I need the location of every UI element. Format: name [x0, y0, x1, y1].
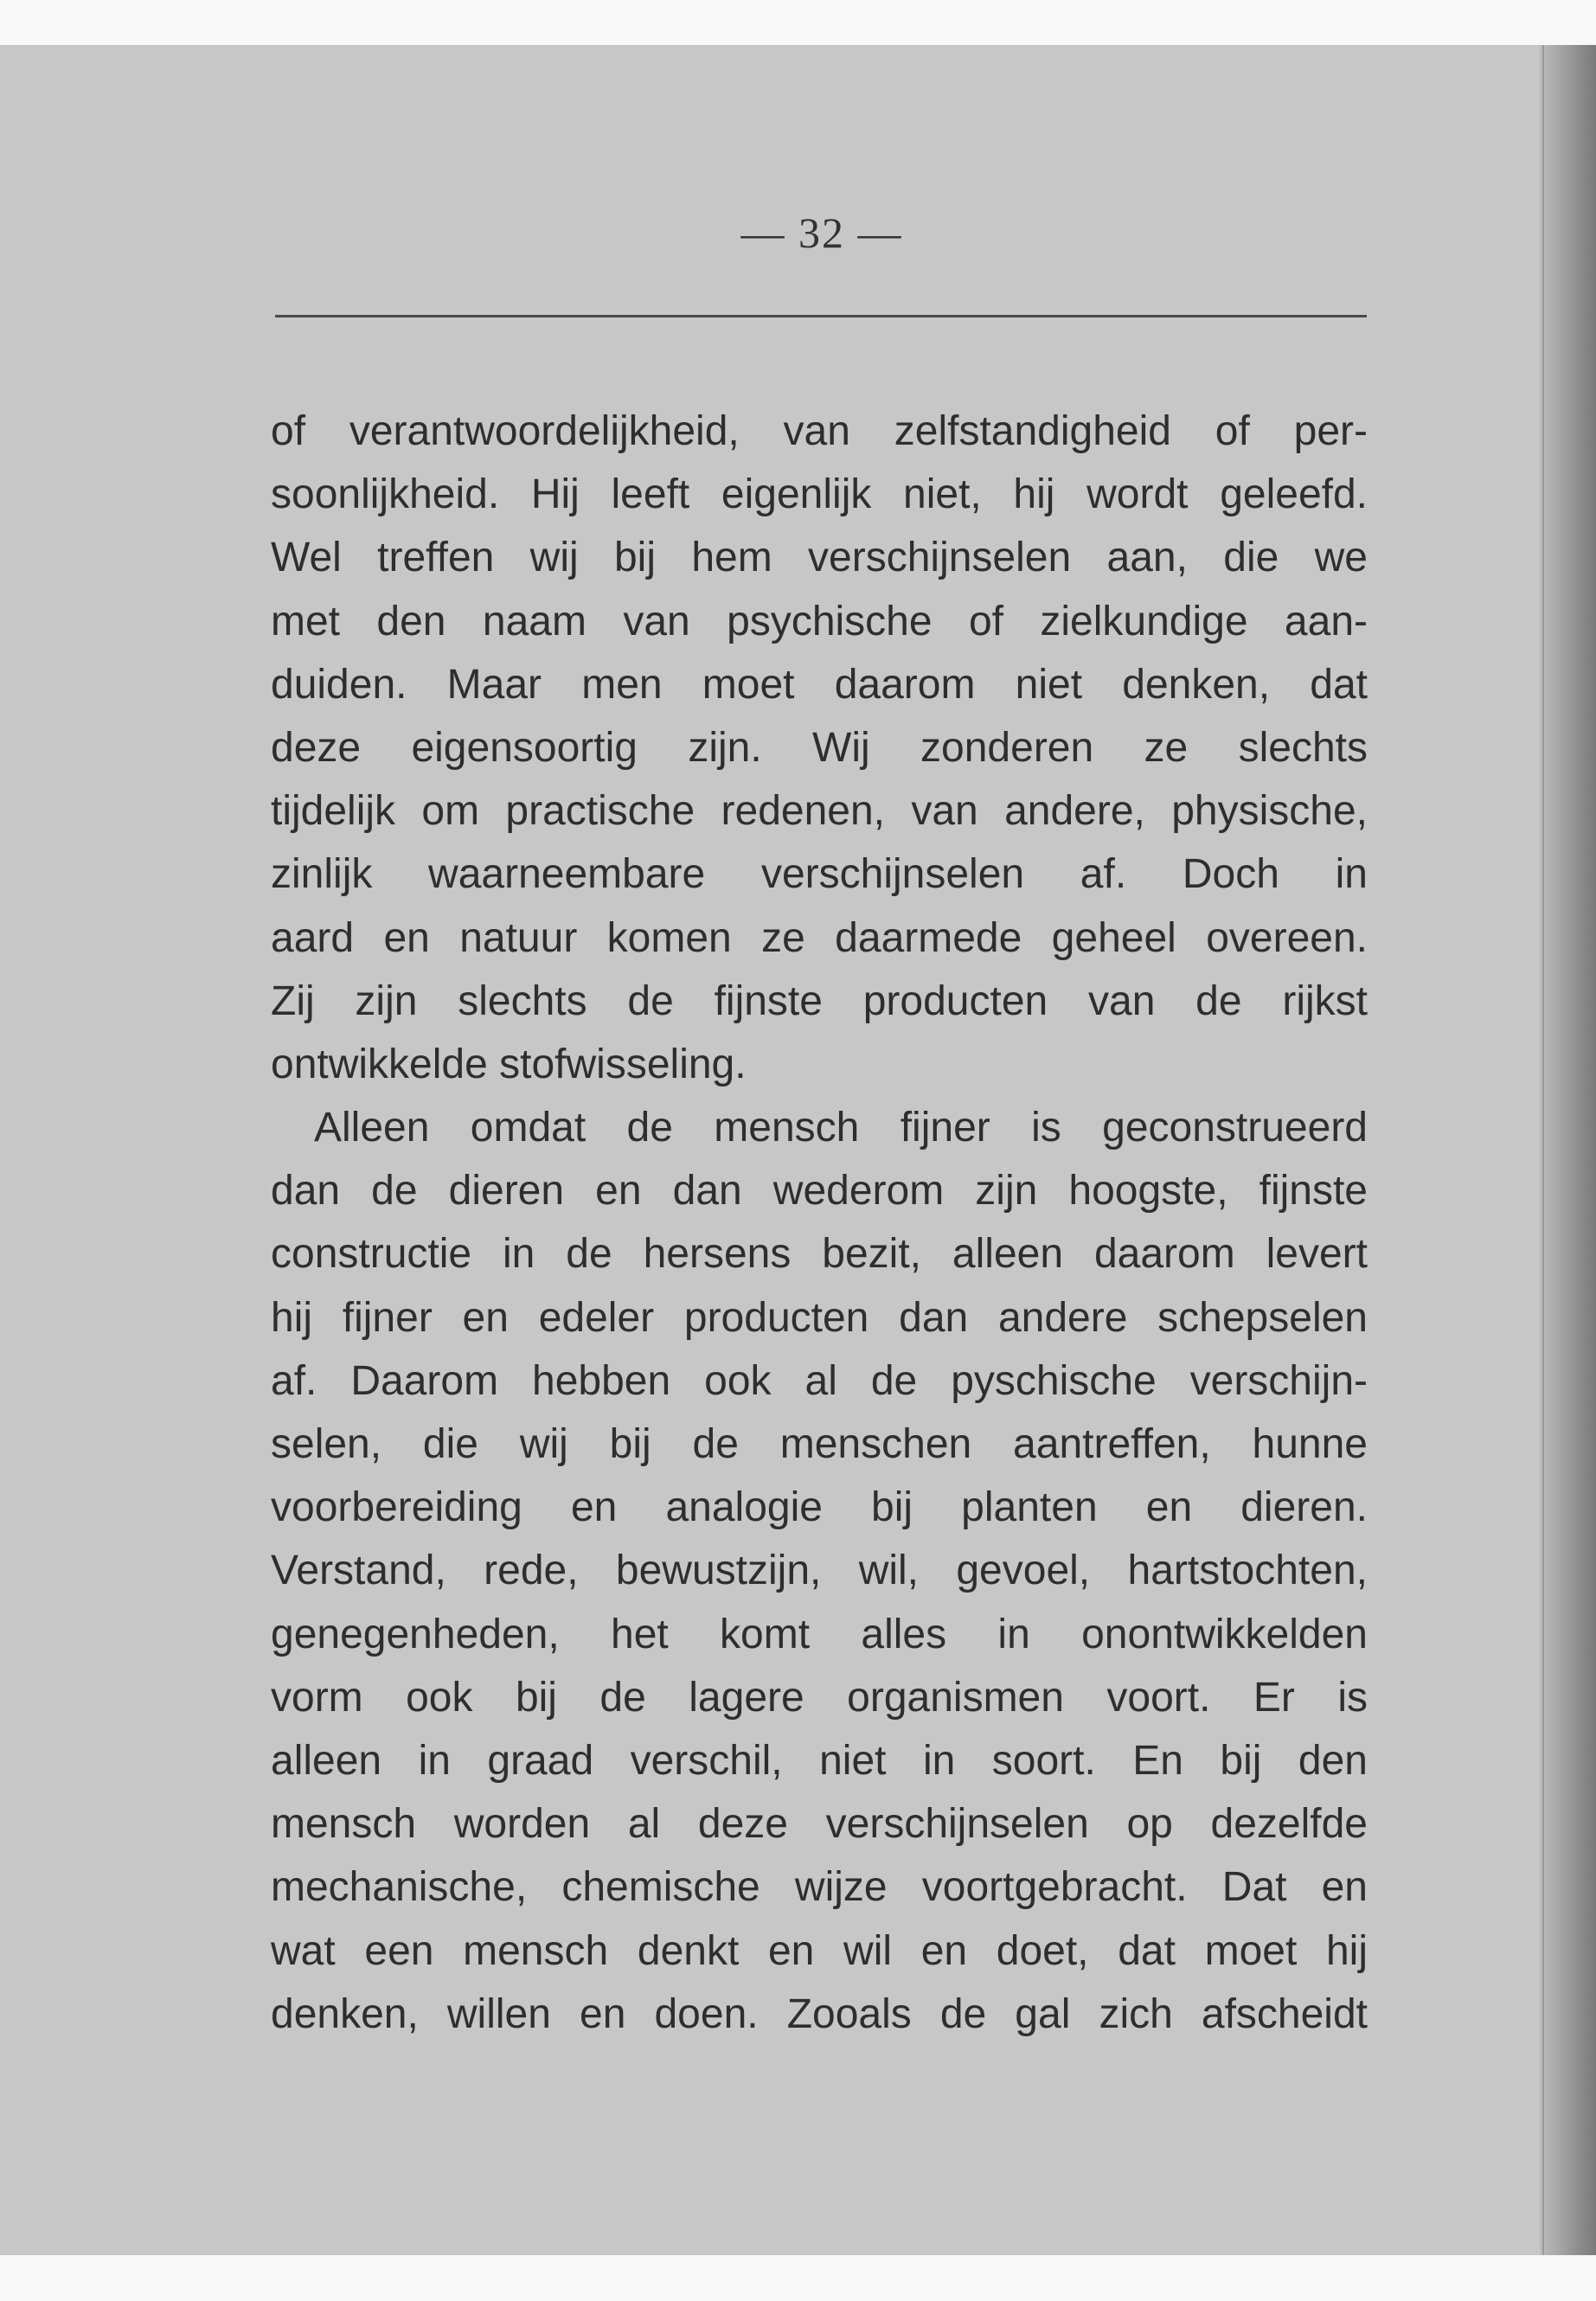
- text-line: aard en natuur komen ze daarmede geheel overeen.: [271, 914, 1368, 961]
- text-line: Verstand, rede, bewustzijn, wil, gevoel, hartstochten,: [271, 1548, 1368, 1594]
- text-line: hij fijner en edeler producten dan andere schepselen: [271, 1294, 1368, 1341]
- text-line: Wel treffen wij bij hem verschijnselen aan, die we: [271, 535, 1368, 581]
- text-line: af. Daarom hebben ook al de pyschische verschijn-: [271, 1357, 1368, 1404]
- text-line: alleen in graad verschil, niet in soort. En bij den: [271, 1737, 1368, 1784]
- book-page: [0, 45, 1557, 2255]
- text-line: Alleen omdat de mensch fijner is geconstrueerd: [314, 1105, 1368, 1151]
- text-line: voorbereiding en analogie bij planten en dieren.: [271, 1484, 1368, 1531]
- page-body: [271, 400, 1368, 2046]
- text-line: constructie in de hersens bezit, alleen daarom levert: [271, 1231, 1368, 1278]
- page-number-header: — 32 —: [740, 208, 903, 257]
- text-line: vorm ook bij de lagere organismen voort. Er is: [271, 1674, 1368, 1721]
- text-line: selen, die wij bij de menschen aantreffen, hunne: [271, 1421, 1368, 1467]
- text-line: ontwikkelde stofwisseling.: [271, 1041, 747, 1087]
- text-line: tijdelijk om practische redenen, van andere, physische,: [271, 788, 1368, 835]
- text-line: of verantwoordelijkheid, van zelfstandigheid of per-: [271, 408, 1368, 454]
- text-line: genegenheden, het komt alles in onontwikkelden: [271, 1611, 1368, 1657]
- text-line: mechanische, chemische wijze voortgebracht. Dat en: [271, 1864, 1368, 1911]
- text-line: mensch worden al deze verschijnselen op dezelfde: [271, 1801, 1368, 1848]
- text-line: denken, willen en doen. Zooals de gal zich afscheidt: [271, 1990, 1368, 2037]
- text-line: soonlijkheid. Hij leeft eigenlijk niet, hij wordt geleefd.: [271, 471, 1368, 518]
- text-line: wat een mensch denkt en wil en doet, dat moet hij: [271, 1927, 1368, 1974]
- scanned-page: [0, 45, 1596, 2255]
- text-line: Zij zijn slechts de fijnste producten van de rijkst: [271, 977, 1368, 1024]
- page-edge: [1542, 45, 1544, 2255]
- text-line: met den naam van psychische of zielkundige aan-: [271, 598, 1368, 644]
- book-spine-shadow: [1540, 45, 1596, 2255]
- text-line: deze eigensoortig zijn. Wij zonderen ze slechts: [271, 724, 1368, 771]
- text-line: zinlijk waarneembare verschijnselen af. Doch in: [271, 851, 1368, 898]
- header-rule: [275, 315, 1367, 317]
- text-line: dan de dieren en dan wederom zijn hoogste, fijnste: [271, 1168, 1368, 1215]
- text-line: duiden. Maar men moet daarom niet denken, dat: [271, 661, 1368, 708]
